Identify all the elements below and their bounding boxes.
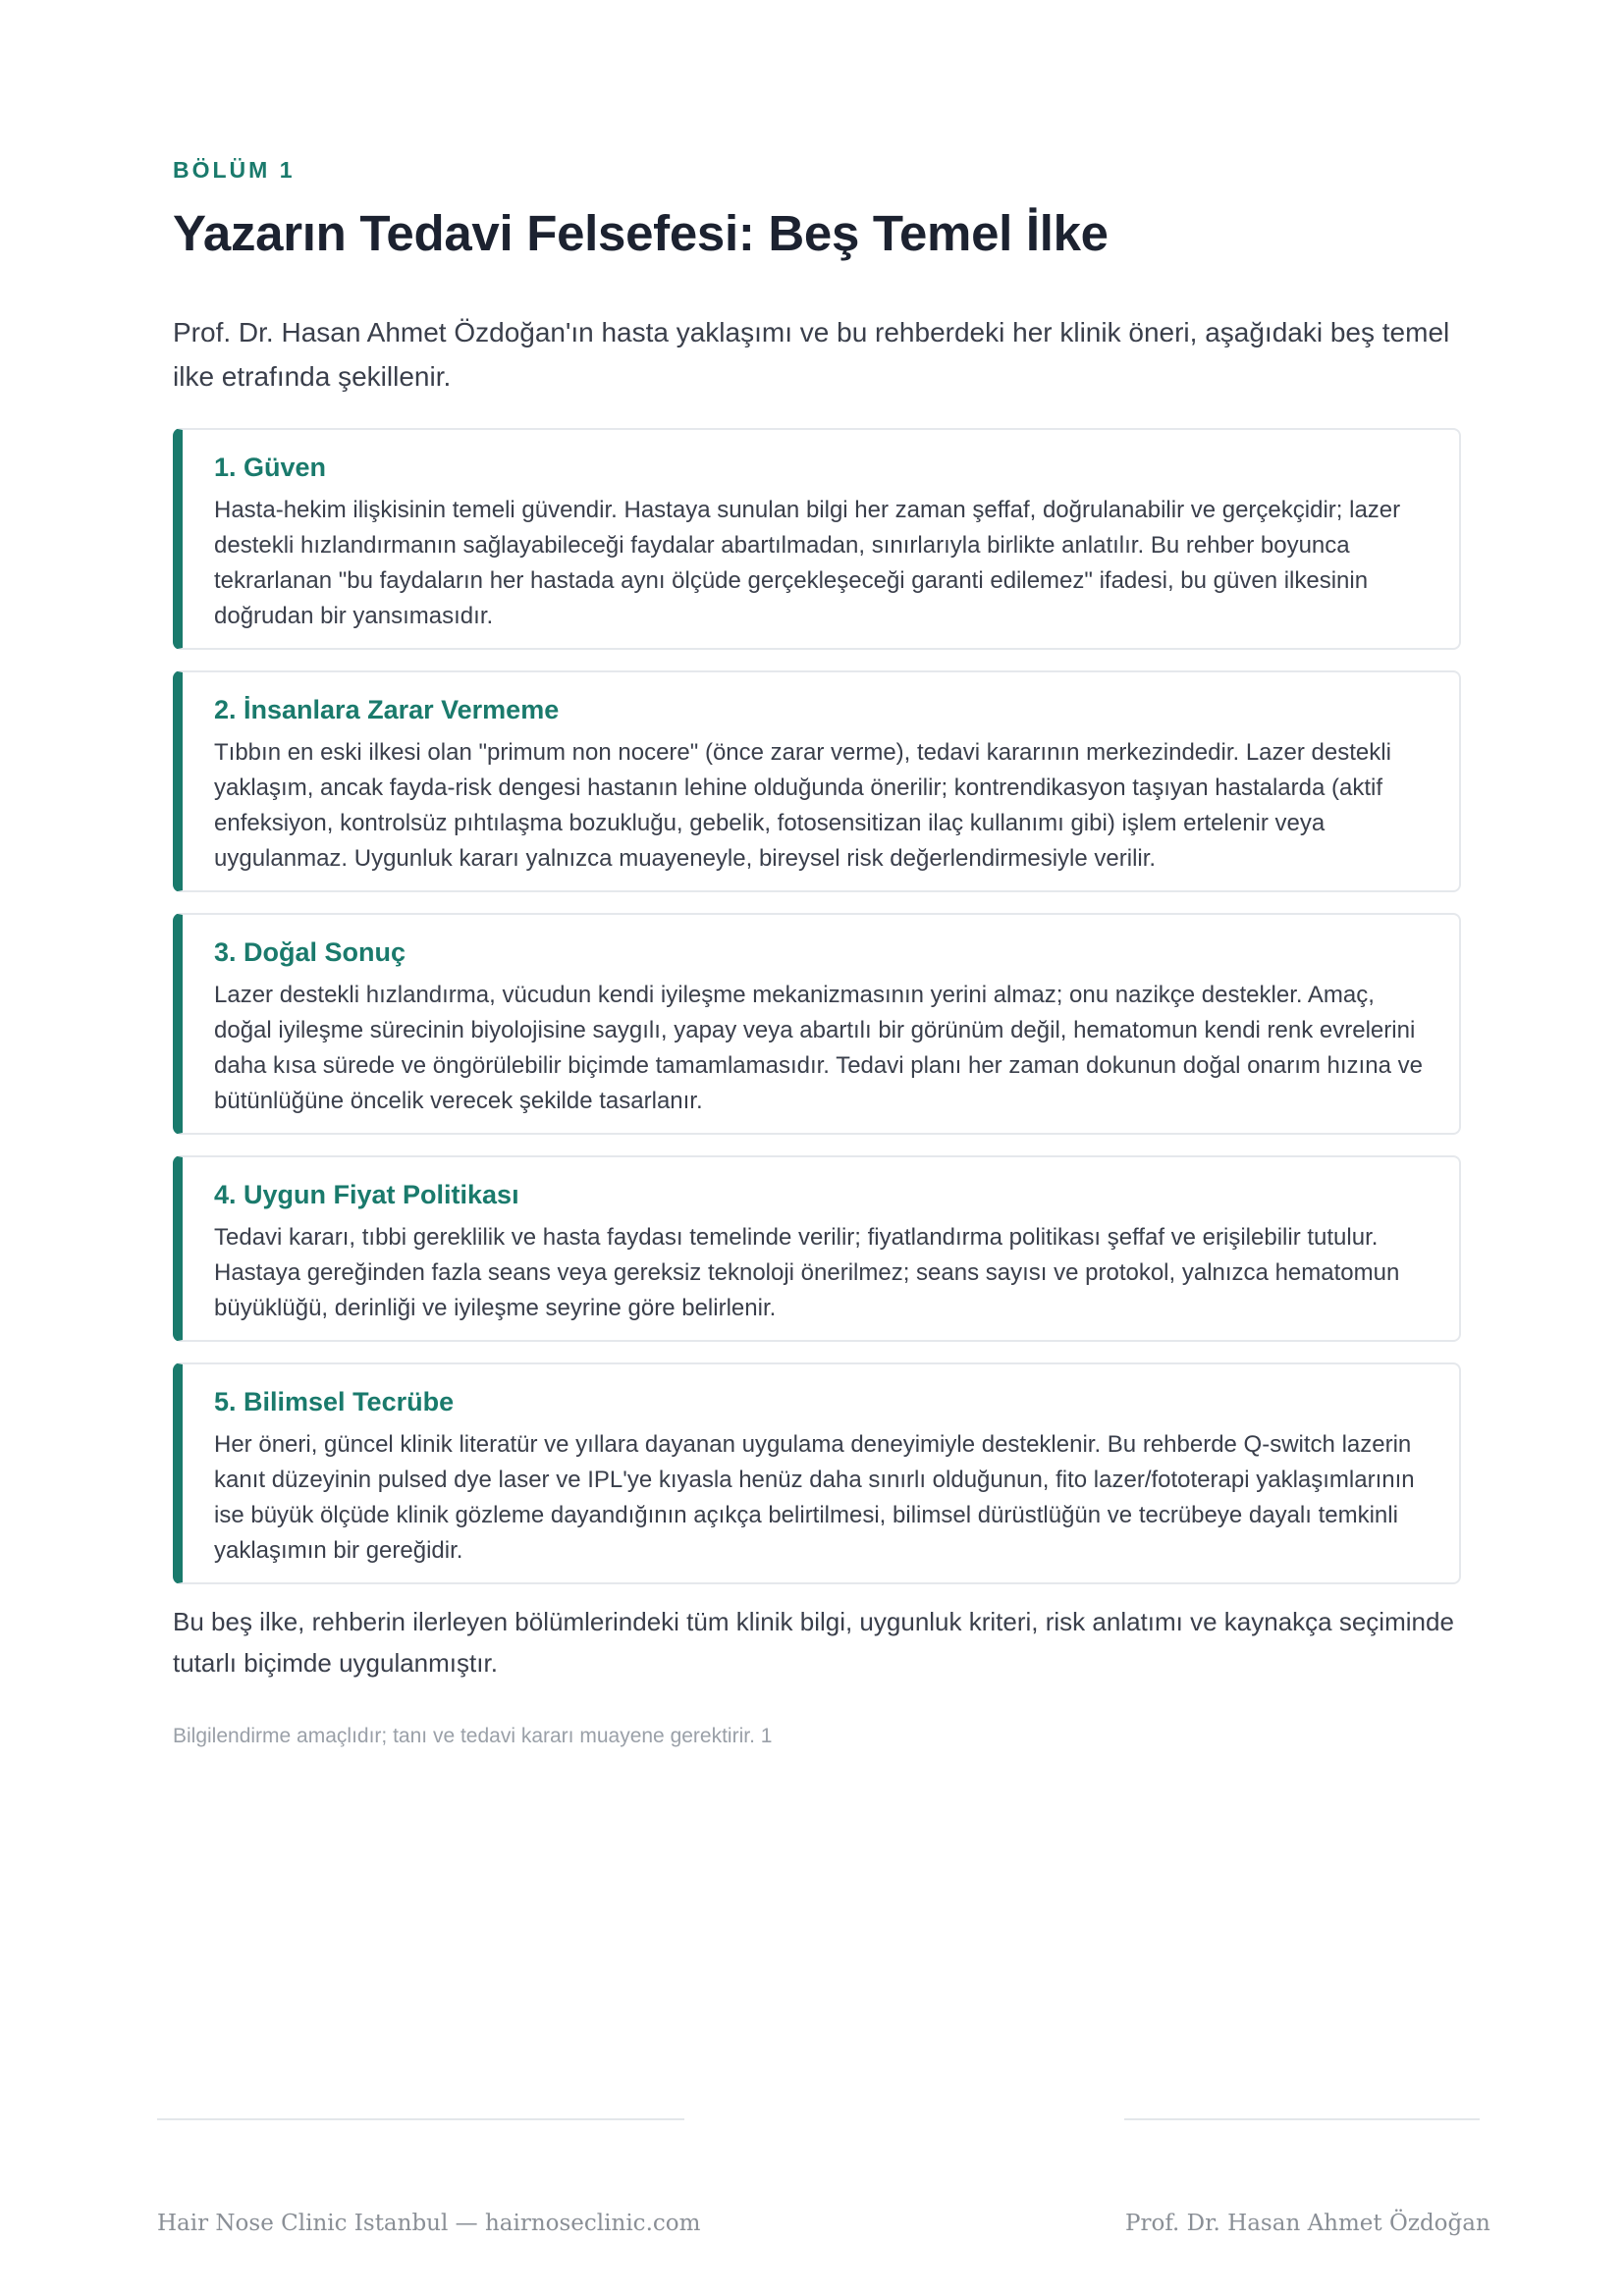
page-title: Yazarın Tedavi Felsefesi: Beş Temel İlke (173, 205, 1109, 261)
principle-title: 5. Bilimsel Tecrübe (214, 1387, 455, 1416)
principle-card-trust (173, 428, 1461, 650)
principle-text: Hasta-hekim ilişkisinin temeli güvendir. Hastaya sunulan bilgi her zaman şeffaf, doğrulanabilir ve gerçekçidir; lazer destekli hızlandırmanın sağlayabileceği faydalar abartılmadan, sınırlarıyla birlikte anlatılır. Bu rehber boyunca tekrarlanan "bu faydaların her hastada aynı ölçüde gerçekleşeceği garanti edilemez" ifadesi, bu güven ilkesinin doğrudan bir yansımasıdır. (214, 497, 1401, 629)
principle-text: Tıbbın en eski ilkesi olan "primum non nocere" (önce zarar verme), tedavi kararının merkezindedir. Lazer destekli yaklaşım, ancak fayda-risk dengesi hastanın lehine olduğunda önerilir; kontrendikasyon taşıyan hastalarda (aktif enfeksiyon, kontrolsüz pıhtılaşma bozukluğu, gebelik, fotosensitizan ilaç kullanımı gibi) işlem ertelenir veya uygulanmaz. Uygunluk kararı yalnızca muayeneyle, bireysel risk değerlendirmesiyle verilir. (214, 739, 1391, 872)
principle-text: Tedavi kararı, tıbbi gereklilik ve hasta faydası temelinde verilir; fiyatlandırma politikası şeffaf ve erişilebilir tutulur. Hastaya gereğinden fazla seans veya gereksiz teknoloji önerilmez; seans sayısı ve protokol, yalnızca hematomun büyüklüğü, derinliği ve iyileşme seyrine göre belirlenir. (214, 1224, 1400, 1321)
disclaimer-note: Bilgilendirme amaçlıdır; tanı ve tedavi kararı muayene gerektirir. 1 (173, 1725, 773, 1747)
closing-paragraph: Bu beş ilke, rehberin ilerleyen bölümlerindeki tüm klinik bilgi, uygunluk kriteri, risk anlatımı ve kaynakça seçiminde tutarlı biçimde uygulanmıştır. (173, 1607, 1454, 1678)
intro-paragraph: Prof. Dr. Hasan Ahmet Özdoğan'ın hasta yaklaşımı ve bu rehberdeki her klinik öneri, aşağıdaki beş temel ilke etrafında şekillenir. (173, 317, 1450, 392)
footer-author: Prof. Dr. Hasan Ahmet Özdoğan (1125, 2211, 1490, 2236)
principle-card-natural-result (173, 913, 1461, 1135)
footer-clinic-info: Hair Nose Clinic Istanbul — hairnoseclinic.com (157, 2211, 701, 2236)
principle-text: Her öneri, güncel klinik literatür ve yıllara dayanan uygulama deneyimiyle desteklenir. Bu rehberde Q-switch lazerin kanıt düzeyinin pulsed dye laser ve IPL'ye kıyasla henüz daha sınırlı olduğunun, fito lazer/fototerapi yaklaşımlarının ise büyük ölçüde klinik gözleme dayandığının açıkça belirtilmesi, bilimsel dürüstlüğün ve tecrübeye dayalı temkinli yaklaşımın bir gereğidir. (214, 1431, 1415, 1564)
footer-divider-right (1124, 2118, 1480, 2120)
principle-title: 1. Güven (214, 453, 327, 482)
principle-title: 4. Uygun Fiyat Politikası (214, 1180, 519, 1209)
principle-card-do-no-harm (173, 670, 1461, 892)
section-label: BÖLÜM 1 (173, 157, 296, 183)
footer-divider-left (157, 2118, 684, 2120)
principle-card-scientific-experience (173, 1362, 1461, 1584)
principle-title: 3. Doğal Sonuç (214, 937, 406, 967)
principle-text: Lazer destekli hızlandırma, vücudun kendi iyileşme mekanizmasının yerini almaz; onu nazikçe destekler. Amaç, doğal iyileşme sürecinin biyolojisine saygılı, yapay veya abartılı bir görünüm değil, hematomun kendi renk evrelerini daha kısa sürede ve öngörülebilir biçimde tamamlamasıdır. Tedavi planı her zaman dokunun doğal onarım hızına ve bütünlüğüne öncelik verecek şekilde tasarlanır. (214, 982, 1423, 1114)
principle-title: 2. İnsanlara Zarar Vermeme (214, 695, 560, 724)
principle-card-pricing (173, 1155, 1461, 1342)
